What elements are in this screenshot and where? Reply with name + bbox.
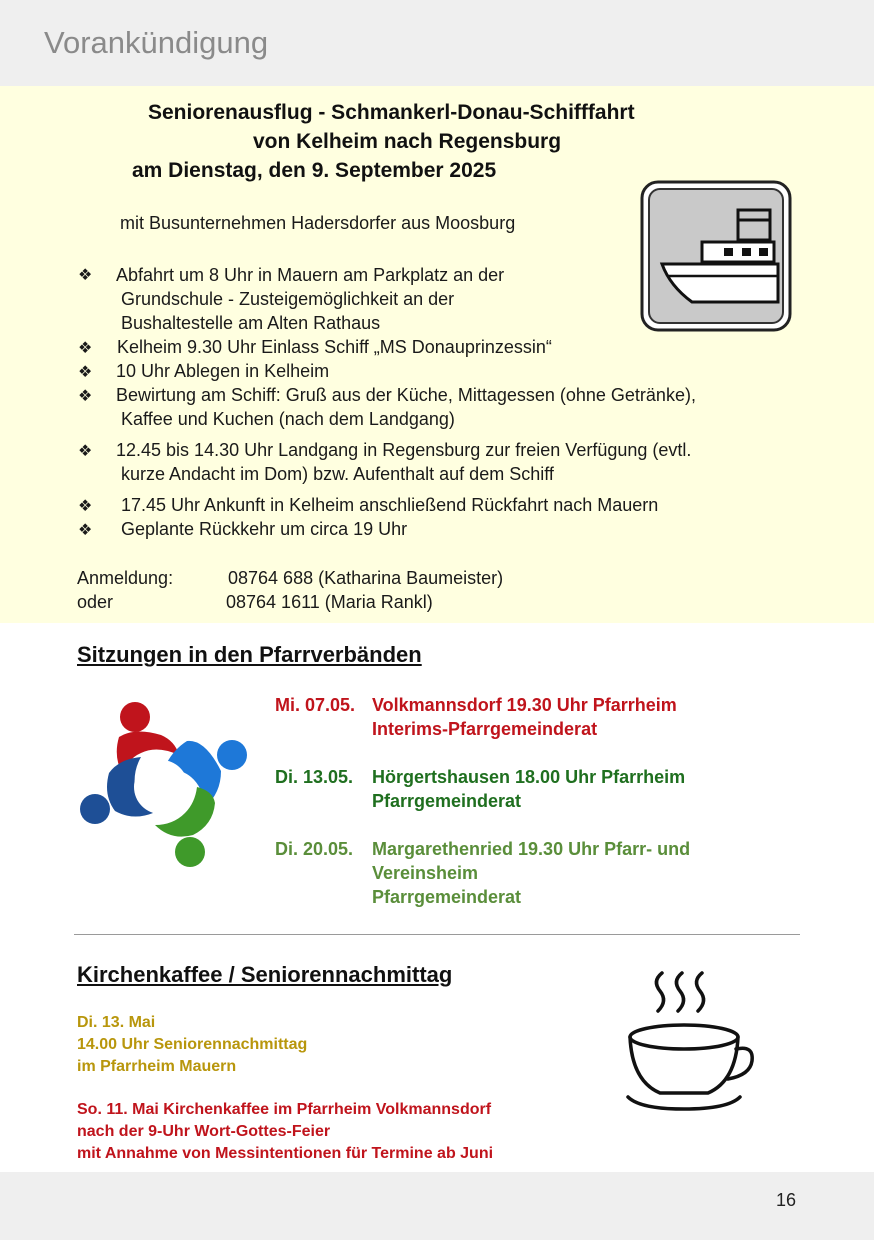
registration-or: oder (77, 592, 114, 612)
kaffee-red-line3: mit Annahme von Messintentionen für Termine ab Juni (77, 1145, 494, 1162)
bullet-icon: ❖ (78, 267, 93, 284)
bullet-icon: ❖ (78, 522, 93, 539)
ship-icon (640, 180, 792, 332)
bullet-icon: ❖ (78, 340, 93, 357)
bullet-1-line1: Abfahrt um 8 Uhr in Mauern am Parkplatz an der (116, 265, 505, 285)
bullet-4-line2: Kaffee und Kuchen (nach dem Landgang) (121, 409, 455, 429)
bullet-6-line1: 17.45 Uhr Ankunft in Kelheim anschließend Rückfahrt nach Mauern (121, 495, 659, 515)
page-number: 16 (776, 1190, 797, 1210)
bullet-4-line1: Bewirtung am Schiff: Gruß aus der Küche, Mittagessen (ohne Getränke), (116, 385, 696, 405)
kaffee-red-line2: nach der 9-Uhr Wort-Gottes-Feier (77, 1123, 331, 1140)
page-title: Vorankündigung (44, 25, 269, 60)
session-1-line1: Volkmannsdorf 19.30 Uhr Pfarrheim (372, 695, 677, 715)
registration-phone-2: 08764 1611 (Maria Rankl) (226, 592, 433, 612)
session-3-line1: Margarethenried 19.30 Uhr Pfarr- und (372, 839, 691, 859)
bullet-icon: ❖ (78, 388, 93, 405)
session-2-line1: Hörgertshausen 18.00 Uhr Pfarrheim (372, 767, 686, 787)
kaffee-red-line1: So. 11. Mai Kirchenkaffee im Pfarrheim Volkmannsdorf (77, 1101, 492, 1118)
excursion-title-line2: von Kelheim nach Regensburg (253, 130, 562, 153)
excursion-title-line1: Seniorenausflug - Schmankerl-Donau-Schifffahrt (148, 101, 635, 124)
bullet-7-line1: Geplante Rückkehr um circa 19 Uhr (121, 519, 408, 539)
kaffee-gold-line1: Di. 13. Mai (77, 1014, 156, 1031)
session-2-date: Di. 13.05. (275, 767, 354, 787)
session-3-line2: Vereinsheim (372, 863, 479, 883)
bullet-2-line1: Kelheim 9.30 Uhr Einlass Schiff „MS Donauprinzessin“ (117, 337, 552, 357)
session-3-date: Di. 20.05. (275, 839, 354, 859)
kaffee-title: Kirchenkaffee / Seniorennachmittag (77, 962, 453, 987)
bullet-1-line2: Grundschule - Zusteigemöglichkeit an der (121, 289, 455, 309)
bullet-1-line3: Bushaltestelle am Alten Rathaus (121, 313, 381, 333)
session-1-date: Mi. 07.05. (275, 695, 356, 715)
session-3-line3: Pfarrgemeinderat (372, 887, 522, 907)
bullet-icon: ❖ (78, 443, 93, 460)
bullet-icon: ❖ (78, 364, 93, 381)
kaffee-gold-line3: im Pfarrheim Mauern (77, 1058, 237, 1075)
bullet-3-line1: 10 Uhr Ablegen in Kelheim (116, 361, 330, 381)
bullet-5-line1: 12.45 bis 14.30 Uhr Landgang in Regensburg zur freien Verfügung (evtl. (116, 440, 692, 460)
footer-band (0, 1172, 874, 1240)
kaffee-gold-line2: 14.00 Uhr Seniorennachmittag (77, 1036, 308, 1053)
people-circle-icon (75, 695, 250, 870)
excursion-bus-info: mit Busunternehmen Hadersdorfer aus Moosburg (120, 213, 516, 233)
section-divider (74, 934, 800, 935)
session-2-line2: Pfarrgemeinderat (372, 791, 522, 811)
excursion-title-date: am Dienstag, den 9. September 2025 (132, 159, 497, 182)
session-1-line2: Interims-Pfarrgemeinderat (372, 719, 598, 739)
registration-phone-1: 08764 688 (Katharina Baumeister) (228, 568, 504, 588)
registration-label: Anmeldung: (77, 568, 174, 588)
sessions-title: Sitzungen in den Pfarrverbänden (77, 642, 422, 667)
bullet-5-line2: kurze Andacht im Dom) bzw. Aufenthalt auf dem Schiff (121, 464, 554, 484)
bullet-icon: ❖ (78, 498, 93, 515)
coffee-cup-icon (620, 965, 760, 1115)
